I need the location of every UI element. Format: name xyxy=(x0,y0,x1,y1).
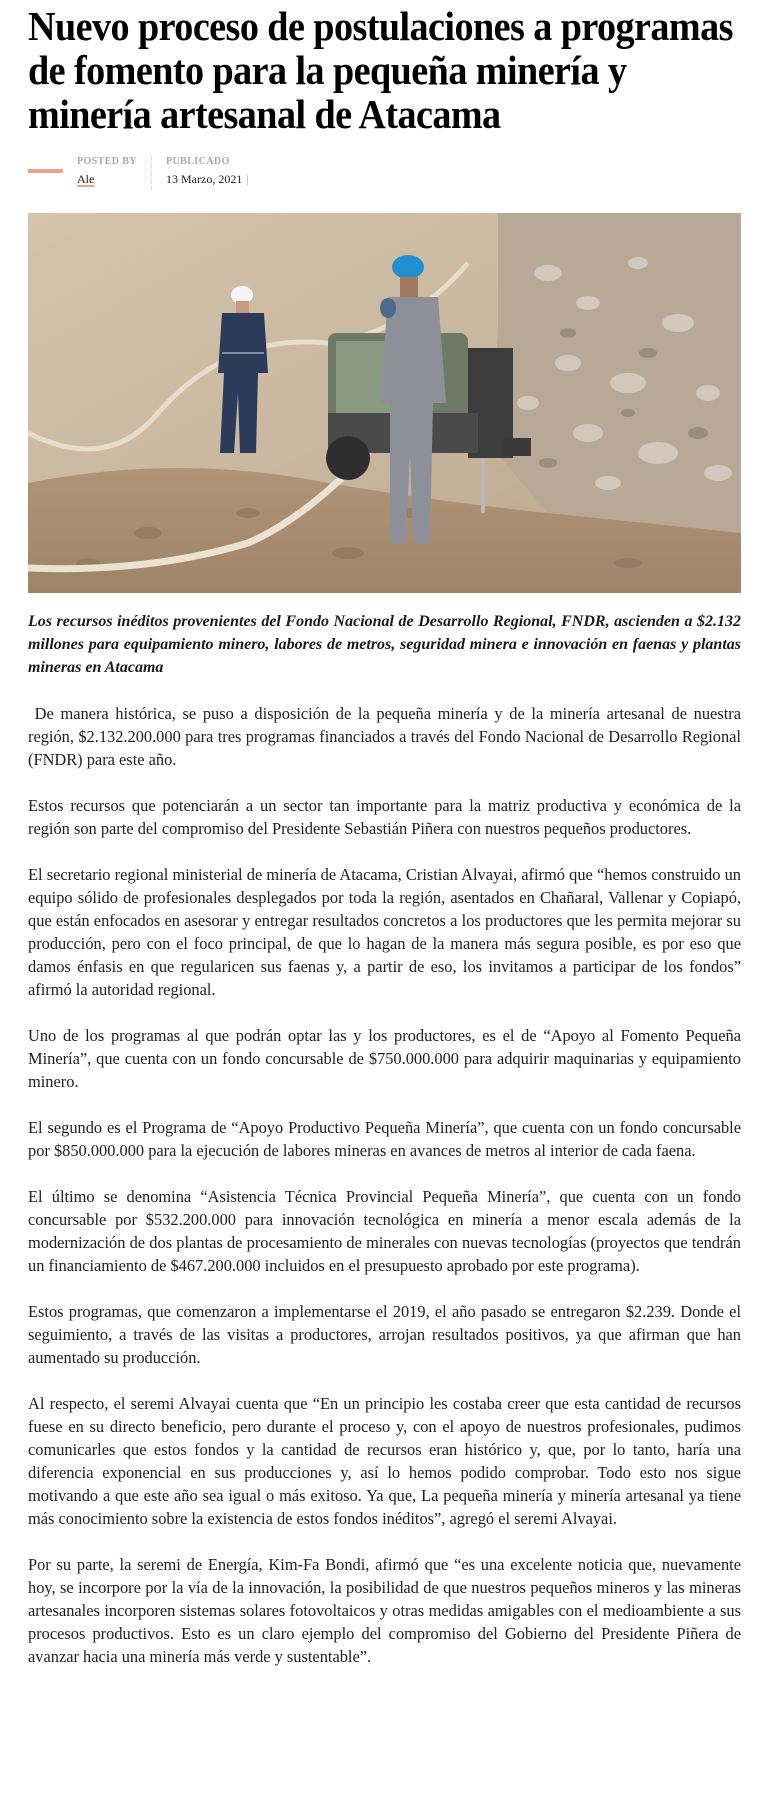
body-paragraph: Al respecto, el seremi Alvayai cuenta que “En un principio les costaba creer que esta cantidad de recursos fuese en su directo beneficio, pero durante el proceso y, con el apoyo de nuestros profesionales, pudimos comunicarles que estos fondos y la cantidad de recursos eran histórico y, que, por lo tanto, haría una diferencia exponencial en sus producciones y, así lo hemos podido comprobar. Todo esto nos sigue motivando a que este año sea igual o más exitoso. Ya que, La pequeña minería y minería artesanal ya tiene más conocimiento sobre la existencia de estos fondos inéditos”, agregó el seremi Alvayai. xyxy=(28,1394,741,1528)
article-title: Nuevo proceso de postulaciones a programas de fomento para la pequeña minería y minería artesanal de Atacama xyxy=(28,3,733,137)
byline-accent-bar xyxy=(28,169,63,173)
body-paragraph: Uno de los programas al que podrán optar las y los productores, es el de “Apoyo al Fomento Pequeña Minería”, que cuenta con un fondo concursable de $750.000.000 para adquirir maquinarias y equipamiento minero. xyxy=(28,1026,741,1091)
photo-caption: Los recursos inéditos provenientes del Fondo Nacional de Desarrollo Regional, FNDR, ascienden a $2.132 millones para equipamiento minero, labores de metros, seguridad minera e innovación en faenas y plantas mineras en Atacama xyxy=(28,613,741,676)
date-separator: | xyxy=(246,172,249,186)
publish-date: 13 Marzo, 2021 xyxy=(166,172,243,186)
body-paragraph: El segundo es el Programa de “Apoyo Productivo Pequeña Minería”, que cuenta con un fondo concursable por $850.000.000 para la ejecución de labores mineras en avances de metros al interior de cada faena. xyxy=(28,1118,741,1160)
article-body xyxy=(28,702,746,1691)
body-paragraph: Estos recursos que potenciarán a un sector tan importante para la matriz productiva y económica de la región son parte del compromiso del Presidente Sebastián Piñera con nuestros pequeños productores. xyxy=(28,796,741,838)
posted-by-label: POSTED BY xyxy=(77,156,138,167)
byline-author-block xyxy=(77,156,137,186)
article xyxy=(0,0,770,194)
body-paragraph: Estos programas, que comenzaron a implementarse el 2019, el año pasado se entregaron $2.239. Donde el seguimiento, a través de las visitas a productores, arrojan resultados positivos, ya que afirman que han aumentado su producción. xyxy=(28,1302,741,1367)
body-paragraph: De manera histórica, se puso a disposición de la pequeña minería y de la minería artesanal de nuestra región, $2.132.200.000 para tres programas financiados a través del Fondo Nacional de Desarrollo Regional (FNDR) para este año. xyxy=(28,704,746,769)
byline xyxy=(28,156,742,194)
byline-divider xyxy=(151,156,152,190)
body-paragraph: El secretario regional ministerial de minería de Atacama, Cristian Alvayai, afirmó que “hemos construido un equipo sólido de profesionales desplegados por toda la región, asentados en Chañaral, Vallenar y Copiapó, que están enfocados en asesorar y entregar resultados concretos a los productores que les permita mejorar su producción, pero con el foco principal, de que lo hagan de la manera más segura posible, es por eso que damos énfasis en que regularicen sus faenas y, a partir de eso, los invitamos a participar de los fondos” afirmó la autoridad regional. xyxy=(28,865,741,999)
published-label: PUBLICADO xyxy=(166,156,230,167)
byline-date-block xyxy=(166,156,249,186)
publish-date-row xyxy=(166,172,249,186)
author-link[interactable]: Ale xyxy=(77,172,95,186)
body-paragraph: El último se denomina “Asistencia Técnica Provincial Pequeña Minería”, que cuenta con un fondo concursable por $532.200.000 para innovación tecnológica en minería a menor escala además de la modernización de dos plantas de procesamiento de minerales con nuevas tecnologías (proyectos que tendrán un financiamiento de $467.200.000 incluidos en el presupuesto aprobado por este programa). xyxy=(28,1187,741,1275)
mine-workers-photo-illustration xyxy=(28,213,741,593)
body-paragraph: Por su parte, la seremi de Energía, Kim-Fa Bondi, afirmó que “es una excelente noticia que, nuevamente hoy, se incorpore por la vía de la innovación, la posibilidad de que nuestros pequeños mineros y las mineras artesanales incorporen sistemas solares fotovoltaicos y otras medidas amigables con el medioambiente a sus procesos productivos. Esto es un claro ejemplo del compromiso del Gobierno del Presidente Piñera de avanzar hacia una minería más verde y sustentable”. xyxy=(28,1555,741,1666)
article-photo xyxy=(28,213,741,593)
